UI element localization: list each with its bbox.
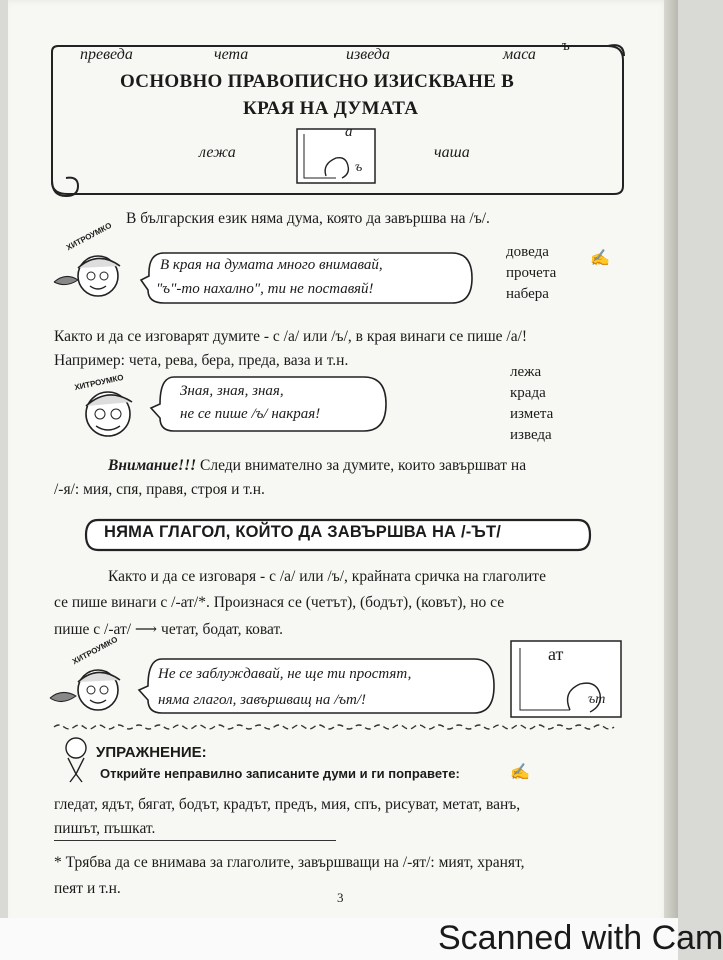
box2-bottom: ът <box>588 692 606 707</box>
page-title-line2: КРАЯ НА ДУМАТА <box>243 98 419 119</box>
column2-word: изведа <box>510 427 552 443</box>
page-number: 3 <box>337 890 344 905</box>
exercise-instruction: Открийте неправилно записаните думи и ги поправете: <box>100 766 460 781</box>
box2-top: ат <box>548 644 564 664</box>
exercise-heading: УПРАЖНЕНИЕ: <box>96 744 207 761</box>
pen-icon: ✍ <box>510 764 530 781</box>
footnote-line1: * Трябва да се внимава за глаголите, завършващи на /-ят/: мият, хранят, <box>54 854 525 871</box>
rule-line2: Например: чета, рева, бера, преда, ваза и т.н. <box>54 352 349 369</box>
intro-text: В българския език няма дума, която да завършва на /ъ/. <box>126 210 490 227</box>
verbs-line3: пише с /-ат/ ⟶ четат, бодат, коват. <box>54 621 283 638</box>
attention-line2: /-я/: мия, спя, правя, строя и т.н. <box>54 481 265 498</box>
box-letter-b: ъ <box>355 160 363 175</box>
word-column-2 <box>510 362 553 446</box>
footnote-rule <box>54 840 336 841</box>
column2-word: измета <box>510 406 554 422</box>
bubble2-line1: Зная, зная, зная, <box>180 383 284 399</box>
mascot-label: ХИТРОУМКО <box>64 220 114 253</box>
word-column-1 <box>506 242 556 305</box>
page-title-line1: ОСНОВНО ПРАВОПИСНО ИЗИСКВАНЕ В <box>120 71 515 92</box>
title-example-left: лежа <box>199 144 236 161</box>
title-word-1: преведа <box>80 46 133 63</box>
verbs-line1: Както и да се изговаря - с /а/ или /ъ/, крайната сричка на глаголите <box>108 568 546 585</box>
mascot-icon <box>46 238 140 304</box>
rule-line1: Както и да се изговарят думите - с /а/ или /ъ/, в края винаги се пише /а/! <box>54 328 528 345</box>
verbs-line2: се пише винаги с /-ат/*. Произнася се (четът), (бодът), (ковът), но се <box>54 594 505 611</box>
writing-hand-icon <box>296 128 376 184</box>
wavy-divider <box>54 722 614 732</box>
exercise-words-line2: пишът, пъшкат. <box>54 820 156 837</box>
title-word-3: изведа <box>346 46 390 63</box>
bubble1-line2: "ъ"-то нахално", ти не поставяй! <box>156 281 374 297</box>
pen-icon: ✍ <box>590 250 610 267</box>
title-hand-mark: ъ <box>562 38 570 54</box>
column2-word: крада <box>510 385 546 401</box>
column1-word: прочета <box>506 265 557 281</box>
mascot-label: ХИТРОУМКО <box>73 372 125 393</box>
column1-word: доведа <box>506 244 549 260</box>
column1-word: набера <box>506 286 549 302</box>
mascot-icon <box>56 734 96 784</box>
box-letter-a: а <box>345 124 353 140</box>
bubble2-line2: не се пише /ъ/ накрая! <box>180 406 321 422</box>
bubble3-line1: Не се заблуждавай, не ще ти простят, <box>158 666 412 682</box>
rule-banner-text: НЯМА ГЛАГОЛ, КОЙТО ДА ЗАВЪРШВА НА /-ЪТ/ <box>104 523 502 541</box>
attention-text1: Следи внимателно за думите, които завършват на <box>200 457 527 474</box>
mascot-label: ХИТРОУМКО <box>70 634 120 667</box>
exercise-words-line1: гледат, ядът, бягат, бодът, крадът, предъ, мия, спъ, рисуват, метат, ванъ, <box>54 796 521 813</box>
title-example-right: чаша <box>434 144 470 161</box>
title-word-4: маса <box>503 46 536 63</box>
bubble1-line1: В края на думата много внимавай, <box>160 257 383 273</box>
bubble3-line2: няма глагол, завършващ на /ът/! <box>158 692 367 708</box>
page-edge <box>664 0 678 930</box>
title-word-2: чета <box>214 46 249 63</box>
scanner-watermark: Scanned with Cam <box>438 919 723 957</box>
footnote-line2: пеят и т.н. <box>54 880 121 897</box>
column2-word: лежа <box>510 364 542 380</box>
attention-line1 <box>108 457 526 475</box>
mascot-icon <box>44 648 140 718</box>
attention-label: Внимание!!! <box>108 457 197 474</box>
